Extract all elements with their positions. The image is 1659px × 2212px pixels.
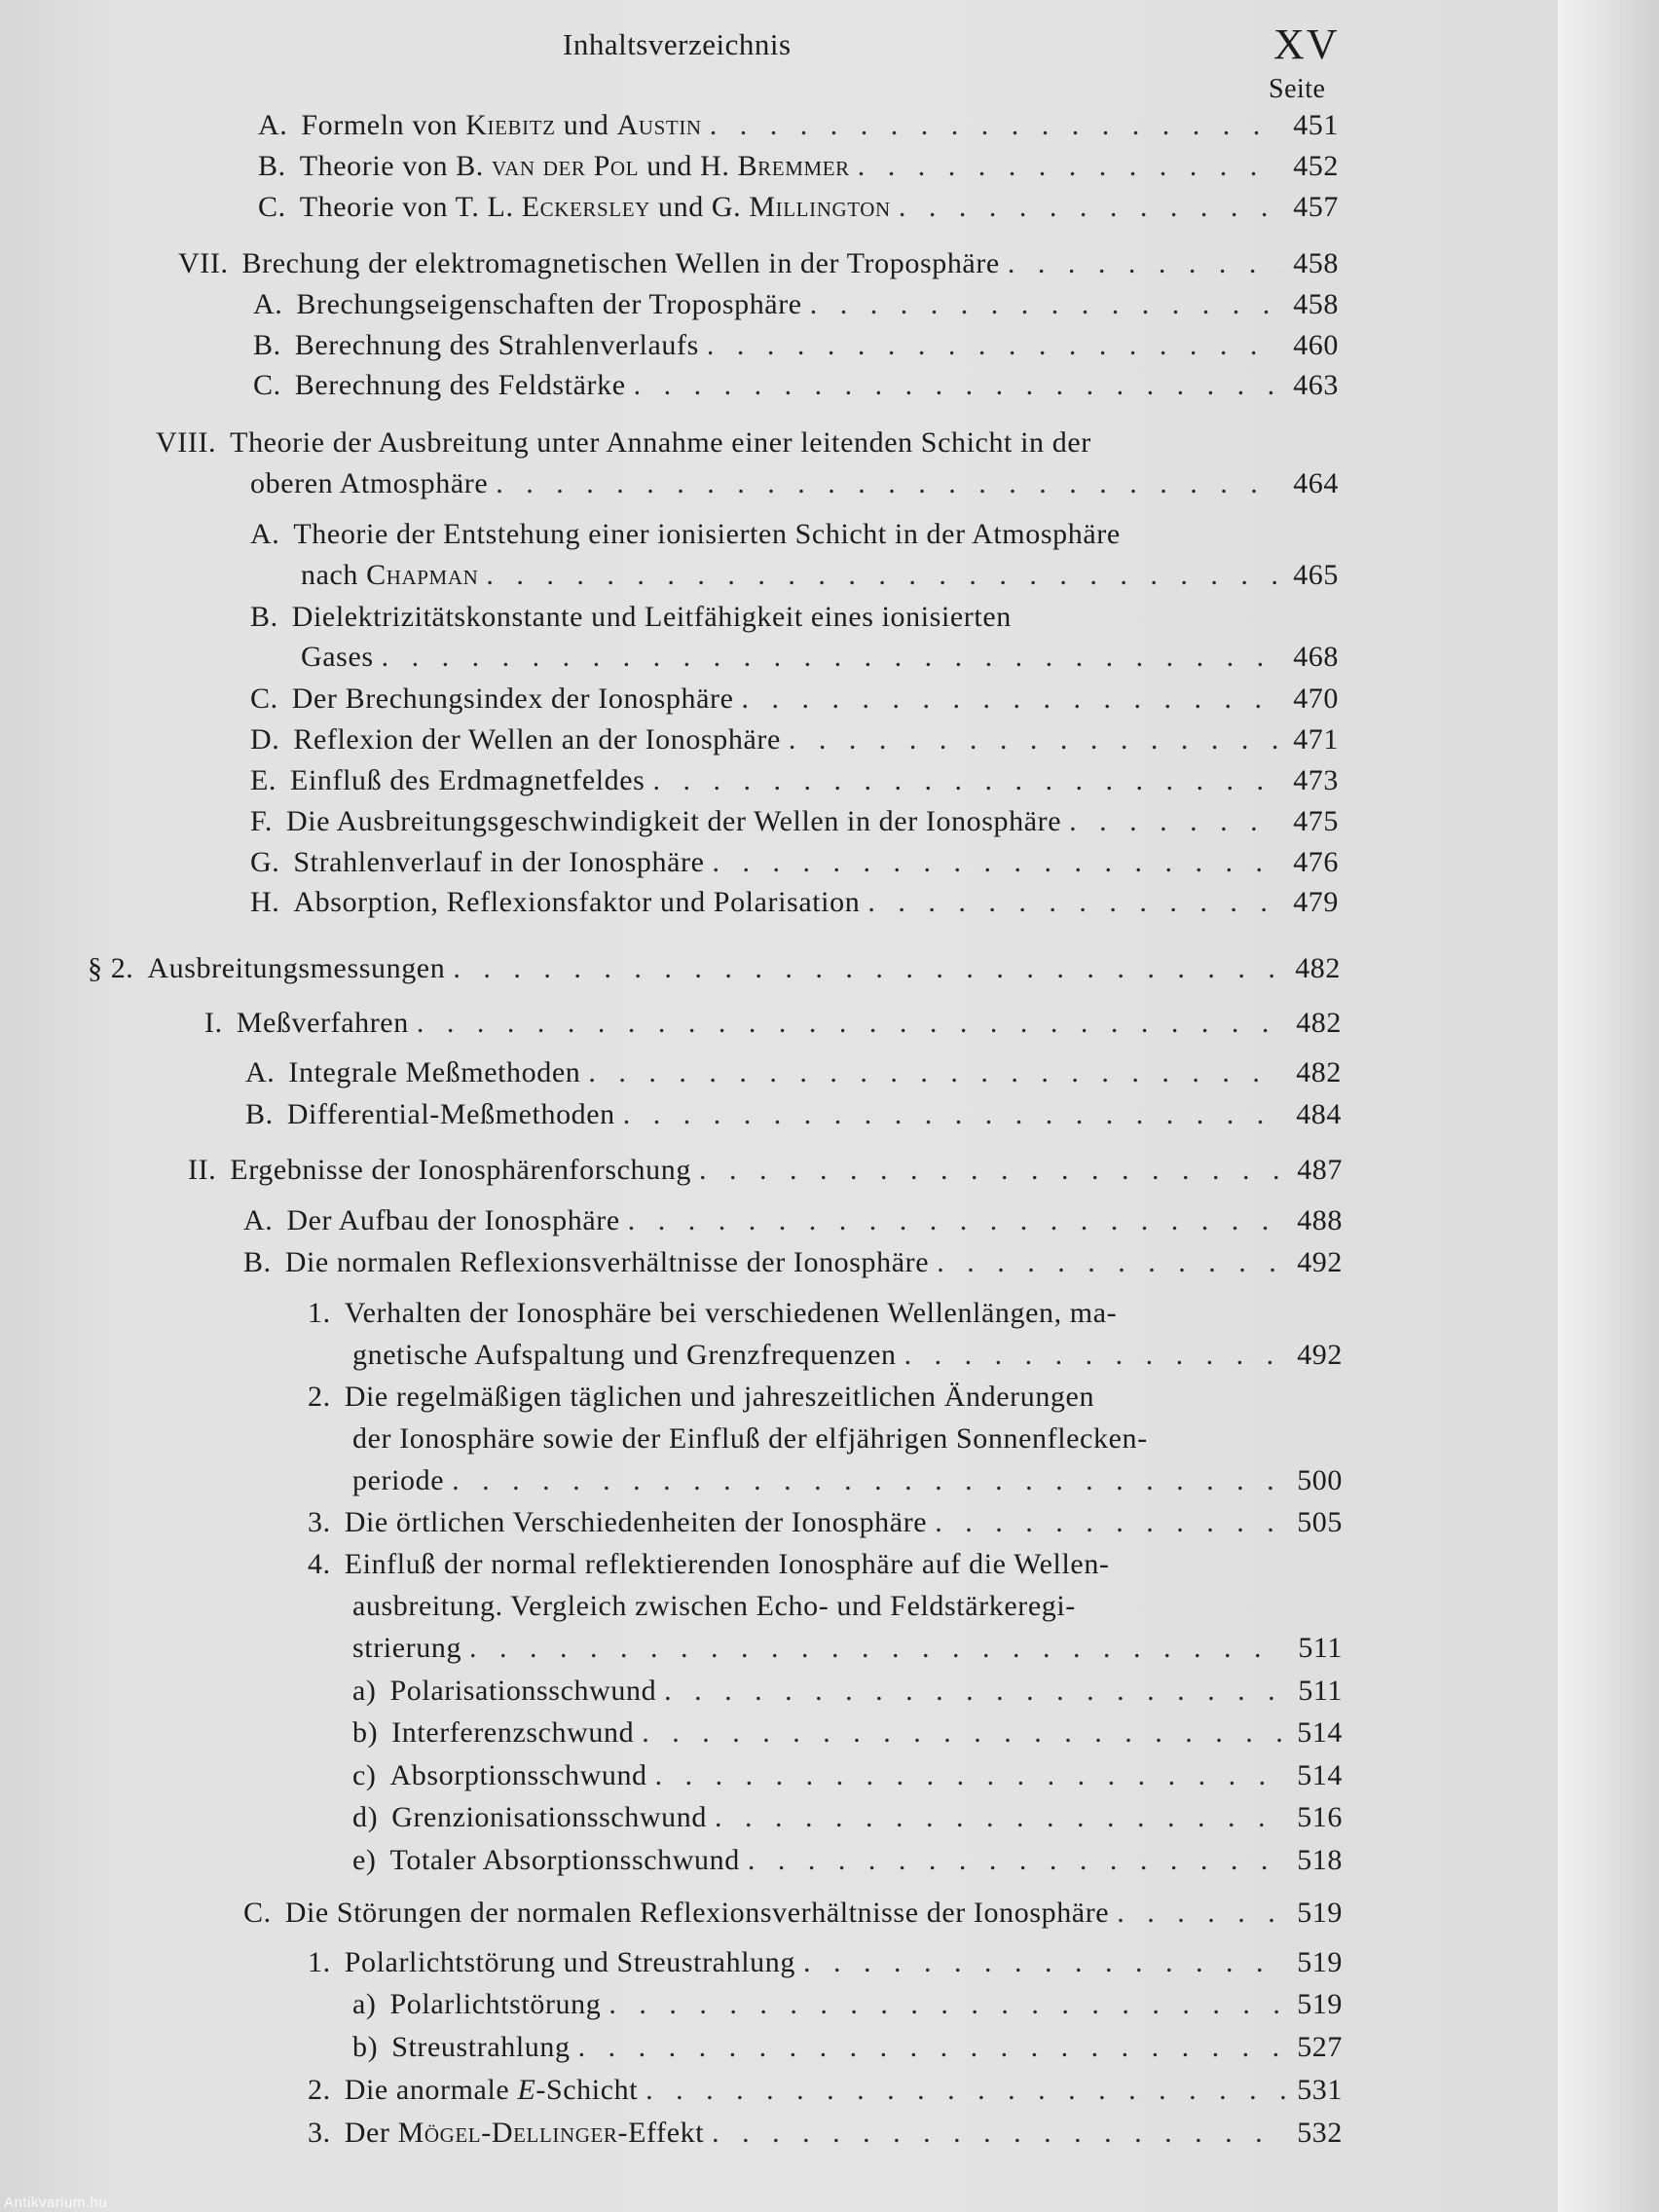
entry-page: 487 — [1297, 1154, 1343, 1186]
entry-number: e) — [352, 1844, 377, 1876]
dot-leader — [655, 1759, 1286, 1792]
dot-leader — [645, 2074, 1285, 2107]
toc-entry — [178, 247, 1339, 280]
toc-entry — [243, 1204, 1343, 1237]
entry-number: B. — [258, 150, 286, 182]
entry-title: Meßverfahren — [236, 1007, 409, 1039]
entry-page: 492 — [1297, 1246, 1343, 1278]
entry-title: Verhalten der Ionosphäre bei verschiedenen Wellenlängen, ma- — [344, 1297, 1118, 1329]
toc-entry — [308, 2074, 1343, 2107]
dot-leader — [715, 1801, 1285, 1834]
toc-entry — [352, 2031, 1343, 2064]
toc-entry-continuation — [352, 1339, 1343, 1372]
entry-title: Theorie von T. L. Eckersley und G. Millington — [299, 191, 891, 223]
entry-title: Strahlenverlauf in der Ionosphäre — [293, 846, 705, 878]
dot-leader — [810, 288, 1281, 321]
toc-entry-continuation — [250, 467, 1339, 500]
dot-leader — [713, 846, 1282, 879]
entry-title: Die anormale E-Schicht — [344, 2074, 639, 2106]
entry-number: C. — [258, 191, 286, 223]
toc-entry — [243, 1246, 1343, 1279]
entry-title: Einfluß der normal reflektierenden Ionosphäre auf die Wellen- — [344, 1548, 1110, 1580]
entry-number: 1. — [308, 1297, 331, 1329]
toc-entry — [250, 764, 1339, 797]
toc-entry — [253, 369, 1339, 402]
toc-entry-continuation — [352, 1464, 1343, 1497]
entry-title-continuation: gnetische Aufspaltung und Grenzfrequenzen — [352, 1339, 897, 1371]
toc-entry — [250, 682, 1339, 716]
entry-number: b) — [352, 1716, 379, 1749]
entry-number: B. — [245, 1098, 274, 1130]
dot-leader — [935, 1506, 1285, 1539]
entry-page: 518 — [1297, 1844, 1343, 1876]
author-name: Bremmer — [737, 150, 850, 182]
entry-page: 468 — [1293, 641, 1339, 673]
dot-leader — [634, 369, 1282, 402]
toc-entry — [243, 1897, 1343, 1930]
entry-title: Theorie von B. van der Pol und H. Bremmer — [299, 150, 850, 182]
entry-page: 514 — [1297, 1759, 1343, 1791]
dot-leader — [937, 1246, 1285, 1279]
toc-entry-line2 — [352, 1590, 1343, 1623]
entry-title-line2: der Ionosphäre sowie der Einfluß der elfjährigen Sonnenflecken- — [352, 1422, 1148, 1455]
dot-leader — [382, 641, 1282, 674]
entry-page: 482 — [1295, 952, 1341, 984]
toc-entry — [352, 1844, 1343, 1877]
toc-entry — [258, 109, 1339, 142]
entry-page: 484 — [1296, 1098, 1342, 1130]
toc-entry-line1 — [250, 518, 1339, 551]
entry-page: 519 — [1297, 1988, 1343, 2020]
entry-page: 511 — [1298, 1632, 1343, 1664]
entry-number: B. — [253, 329, 281, 361]
entry-page: 463 — [1293, 369, 1339, 401]
dot-leader — [707, 329, 1281, 362]
entry-number: A. — [258, 109, 288, 141]
watermark: Antikvarium.hu — [4, 2194, 108, 2211]
entry-page: 465 — [1293, 559, 1339, 591]
toc-entry-line1 — [308, 1548, 1343, 1581]
entry-title: Absorptionsschwund — [389, 1759, 647, 1791]
page-number: XV — [1273, 20, 1340, 68]
toc-entry-continuation — [301, 641, 1339, 674]
dot-leader — [742, 682, 1282, 716]
entry-number: VIII. — [156, 426, 217, 459]
entry-number: A. — [253, 288, 283, 320]
toc-entry — [253, 329, 1339, 362]
entry-page: 488 — [1297, 1204, 1343, 1236]
entry-page: 482 — [1296, 1007, 1342, 1039]
dot-leader — [452, 1464, 1285, 1497]
entry-title-continuation: Gases — [301, 641, 374, 673]
dot-leader — [652, 764, 1281, 797]
entry-page: 473 — [1293, 764, 1339, 796]
entry-title: Ausbreitungsmessungen — [147, 952, 446, 984]
toc-entry — [204, 1007, 1342, 1040]
author-name: Mögel-Dellinger — [397, 2117, 618, 2149]
entry-page: 464 — [1293, 467, 1339, 499]
entry-title: Brechung der elektromagnetischen Wellen in der Troposphäre — [241, 247, 1000, 279]
entry-number: B. — [250, 601, 278, 633]
entry-number: 2. — [308, 2074, 331, 2106]
entry-number: § 2. — [88, 952, 134, 984]
entry-number: VII. — [178, 247, 229, 279]
entry-page: 452 — [1293, 150, 1339, 182]
dot-leader — [1069, 805, 1281, 838]
entry-number: 2. — [308, 1381, 331, 1413]
dot-leader — [867, 886, 1281, 919]
entry-number: d) — [352, 1801, 379, 1833]
entry-page: 475 — [1293, 805, 1339, 837]
entry-number: F. — [250, 805, 273, 837]
entry-page: 458 — [1293, 247, 1339, 279]
dot-leader — [469, 1632, 1286, 1665]
entry-number: E. — [250, 764, 277, 796]
toc-entry-line2 — [352, 1422, 1343, 1456]
toc-entry — [253, 288, 1339, 321]
toc-entry-line1 — [156, 426, 1339, 460]
running-title: Inhaltsverzeichnis — [563, 27, 792, 61]
entry-page: 451 — [1293, 109, 1339, 141]
entry-page: 460 — [1293, 329, 1339, 361]
entry-title: Differential-Meßmethoden — [286, 1098, 615, 1130]
entry-page: 514 — [1297, 1716, 1343, 1749]
entry-title: Integrale Meßmethoden — [288, 1056, 581, 1088]
dot-leader — [1008, 247, 1281, 280]
toc-entry — [352, 1675, 1343, 1708]
entry-title: Die regelmäßigen täglichen und jahreszeitlichen Änderungen — [344, 1381, 1095, 1413]
entry-number: D. — [250, 723, 280, 756]
toc-entry — [245, 1056, 1342, 1089]
entry-number: 1. — [308, 1946, 331, 1978]
entry-title-continuation: periode — [352, 1464, 445, 1496]
toc-entry — [308, 2117, 1343, 2150]
entry-page: 527 — [1297, 2031, 1343, 2063]
entry-number: C. — [250, 682, 278, 715]
dot-leader — [748, 1844, 1285, 1877]
toc-entry — [250, 846, 1339, 879]
entry-page: 471 — [1293, 723, 1339, 756]
entry-page: 500 — [1297, 1464, 1343, 1496]
entry-number: 3. — [308, 1506, 331, 1538]
entry-title: Berechnung des Strahlenverlaufs — [294, 329, 699, 361]
entry-title: Theorie der Ausbreitung unter Annahme einer leitenden Schicht in der — [230, 426, 1091, 459]
entry-title: Polarlichtstörung — [389, 1988, 602, 2020]
entry-title: Einfluß des Erdmagnetfeldes — [290, 764, 645, 796]
entry-title: Polarisationsschwund — [389, 1675, 657, 1707]
entry-title: Dielektrizitätskonstante und Leitfähigkeit eines ionisierten — [291, 601, 1012, 633]
dot-leader — [496, 467, 1281, 500]
entry-title: Grenzionisationsschwund — [391, 1801, 707, 1833]
entry-page: 457 — [1293, 191, 1339, 223]
dot-leader — [712, 2117, 1285, 2150]
entry-page: 511 — [1298, 1675, 1343, 1707]
dot-leader — [608, 1988, 1285, 2021]
dot-leader — [623, 1098, 1284, 1131]
toc-entry — [308, 1946, 1343, 1979]
entry-number: H. — [250, 886, 280, 918]
toc-entry — [245, 1098, 1342, 1131]
entry-page: 479 — [1293, 886, 1339, 918]
entry-number: 4. — [308, 1548, 331, 1580]
toc-entry-line1 — [308, 1381, 1343, 1414]
entry-page: 531 — [1297, 2074, 1343, 2106]
dot-leader — [710, 109, 1281, 142]
page-column-label: Seite — [1269, 74, 1326, 104]
toc-entry — [308, 1506, 1343, 1539]
toc-entry — [250, 805, 1339, 838]
entry-number: II. — [188, 1154, 217, 1186]
entry-title-line2: ausbreitung. Vergleich zwischen Echo- und Feldstärkeregi- — [352, 1590, 1076, 1622]
toc-entry — [352, 1988, 1343, 2021]
entry-page: 532 — [1297, 2117, 1343, 2149]
toc-entry-line1 — [250, 601, 1339, 634]
entry-title: Reflexion der Wellen an der Ionosphäre — [293, 723, 781, 756]
dot-leader — [588, 1056, 1284, 1089]
entry-number: A. — [245, 1056, 276, 1088]
author-name: Millington — [749, 191, 891, 223]
entry-number: I. — [204, 1007, 223, 1039]
entry-title: Die Ausbreitungsgeschwindigkeit der Wellen in der Ionosphäre — [285, 805, 1062, 837]
entry-title: Theorie der Entstehung einer ionisierten Schicht in der Atmosphäre — [293, 518, 1121, 550]
dot-leader — [486, 559, 1281, 592]
dot-leader — [417, 1007, 1284, 1040]
toc-section — [88, 952, 1341, 985]
entry-title: Die normalen Reflexionsverhältnisse der Ionosphäre — [284, 1246, 930, 1278]
entry-title: Ergebnisse der Ionosphärenforschung — [230, 1154, 691, 1186]
entry-title: Berechnung des Feldstärke — [294, 369, 626, 401]
entry-number: C. — [253, 369, 281, 401]
toc-entry-line1 — [308, 1297, 1343, 1330]
entry-number: c) — [352, 1759, 377, 1791]
page-edge-shadow — [1558, 0, 1659, 2212]
entry-title: Absorption, Reflexionsfaktor und Polarisation — [293, 886, 861, 918]
dot-leader — [858, 150, 1281, 183]
dot-leader — [453, 952, 1283, 985]
entry-title: Interferenzschwund — [391, 1716, 635, 1749]
dot-leader — [664, 1675, 1286, 1708]
entry-page: 482 — [1296, 1056, 1342, 1088]
entry-title-continuation: strierung — [352, 1632, 462, 1664]
dot-leader — [642, 1716, 1285, 1750]
author-name: van der Pol — [492, 150, 640, 182]
toc-entry — [352, 1759, 1343, 1792]
entry-title: Der Aufbau der Ionosphäre — [286, 1204, 620, 1236]
entry-number: G. — [250, 846, 280, 878]
toc-entry — [352, 1801, 1343, 1834]
author-name: Eckersley — [521, 191, 650, 223]
entry-title: Der Brechungsindex der Ionosphäre — [291, 682, 734, 715]
toc-entry-continuation — [352, 1632, 1343, 1665]
entry-number: 3. — [308, 2117, 331, 2149]
toc-entry — [352, 1716, 1343, 1750]
dot-leader — [1117, 1897, 1285, 1930]
entry-number: b) — [352, 2031, 379, 2063]
author-name: Kiebitz — [465, 109, 556, 141]
entry-page: 519 — [1297, 1946, 1343, 1978]
toc-entry — [258, 150, 1339, 183]
entry-page: 516 — [1297, 1801, 1343, 1833]
entry-number: C. — [243, 1897, 272, 1929]
toc-entry-continuation — [301, 559, 1339, 592]
dot-leader — [904, 1339, 1286, 1372]
toc-entry — [258, 191, 1339, 224]
entry-title: Der Mögel-Dellinger-Effekt — [344, 2117, 705, 2149]
author-name: Chapman — [366, 559, 479, 591]
entry-title: Polarlichtstörung und Streustrahlung — [344, 1946, 795, 1978]
entry-page: 519 — [1297, 1897, 1343, 1929]
dot-leader — [803, 1946, 1285, 1979]
entry-title: Streustrahlung — [391, 2031, 571, 2063]
dot-leader — [789, 723, 1281, 756]
entry-page: 505 — [1297, 1506, 1343, 1538]
entry-page: 476 — [1293, 846, 1339, 878]
entry-number: a) — [352, 1675, 377, 1707]
dot-leader — [578, 2031, 1286, 2064]
toc-entry — [250, 886, 1339, 919]
entry-page: 492 — [1297, 1339, 1343, 1371]
dot-leader — [628, 1204, 1285, 1237]
toc-entry — [188, 1154, 1343, 1187]
dot-leader — [699, 1154, 1285, 1187]
entry-title: Die Störungen der normalen Reflexionsverhältnisse der Ionosphäre — [284, 1897, 1110, 1929]
entry-title: Die örtlichen Verschiedenheiten der Ionosphäre — [344, 1506, 928, 1538]
entry-number: A. — [250, 518, 280, 550]
entry-number: a) — [352, 1988, 377, 2020]
entry-page: 458 — [1293, 288, 1339, 320]
entry-page: 470 — [1293, 682, 1339, 715]
entry-title-continuation: nach Chapman — [301, 559, 479, 591]
entry-title: Brechungseigenschaften der Troposphäre — [296, 288, 802, 320]
entry-title: Formeln von Kiebitz und Austin — [301, 109, 702, 141]
dot-leader — [899, 191, 1281, 224]
entry-title-continuation: oberen Atmosphäre — [250, 467, 489, 499]
toc-entry — [250, 723, 1339, 756]
entry-title: Totaler Absorptionsschwund — [389, 1844, 740, 1876]
entry-number: A. — [243, 1204, 274, 1236]
author-name: Austin — [616, 109, 702, 141]
entry-number: B. — [243, 1246, 272, 1278]
